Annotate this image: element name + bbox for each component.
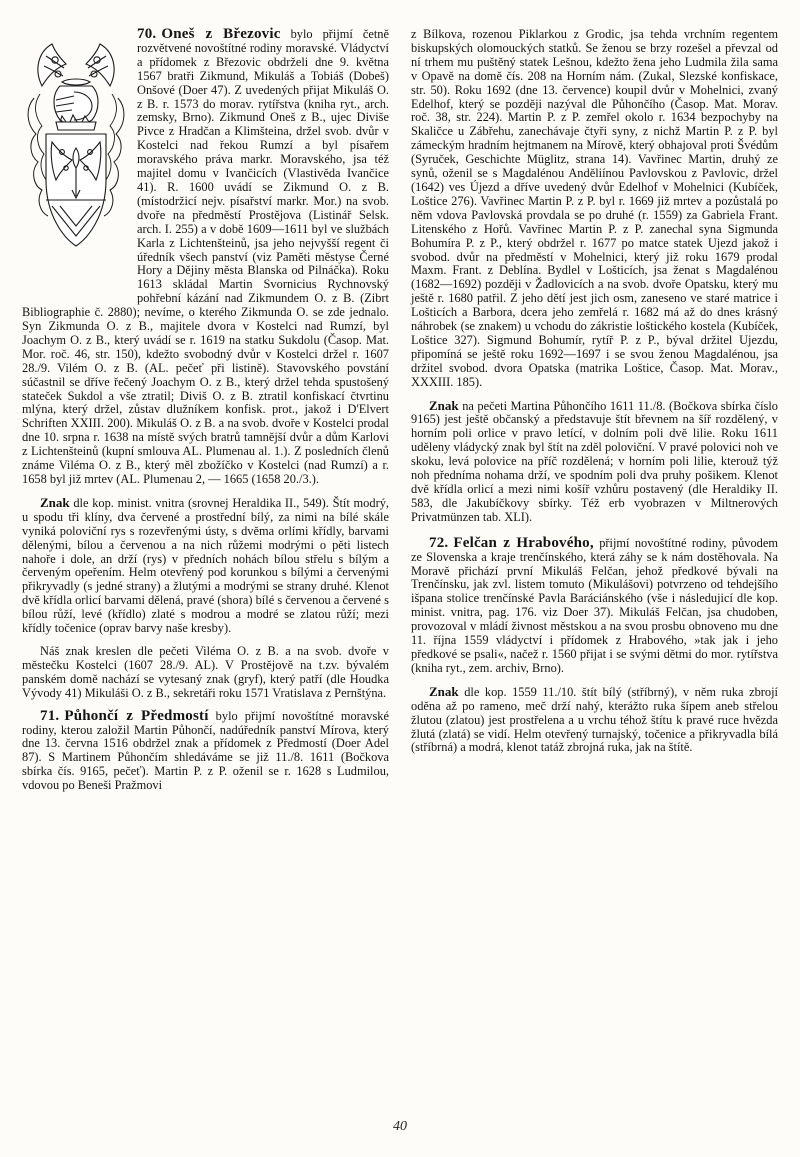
entry-72-znak xyxy=(411,685,778,756)
entry-72-heading xyxy=(429,535,594,551)
entry-71-continued-body: z Bílkova, rozenou Piklarkou z Grodic, jsa tehda vrchním regentem biskupských olomouckých statků. Se ženou se brzy rozešel a převzal od ní trhem mu puštěný statek Lešnou, kdežto žena jeho Ludmila žila sama v Opavě na domě čís. 208 na Horním nám. (Zukal, Slezské konfiskace, str. 50). Roku 1692 (dne 13. července) koupil dvůr v Mohelnici, zvaný Edelhof, který se později nazýval dle Půhončího (Časop. Mat. Morav. roč. 38, str. 224). Martin P. z P. zemřel okolo r. 1634 bezpochyby na Skaličce u Zábřehu, zanechávaje čtyři syny, z nichž Martin P. z P. byl zámeckým hradním hejtmanem na Mírově, který obhajoval proti Švédům (Syruček, Geschichte Müglitz, strana 14). Vavřinec Martin, druhý ze synů, oženil se s Magdalénou Anděliínou Pavlovskou z Pavlovic, držel (1642) ves Újezd a dříve uvedený dvůr Edelhof v Mohelnici (Kubíček, Loštice 276). Vavřinec Martin P. z P. byl r. 1669 již mrtev a pozůstalá po něm vdova Pavlovská provdala se po druhé (r. 1559) za Gabriela Frant. Litenského z Hořů. Vavřinec Martin P. z P. zanechal syna Sigmunda Bohumíra P. z P., který obdržel r. 1677 po matce statek Ujezd jakož i svobod. dvůr na předměstí v Mohelnici, který již roku 1679 prodal Maxm. Frant. z Deblína. Bydlel v Lošticích, jsa ženat s Magdalénou (1682—1692) později v Žadlovicích a na svob. dvoře Opatsku, který mu ještě r. 1680 patřil. Z jeho dětí jest jich osm, zaneseno ve staré matrice i Lošticích a Barbora, dcera jeho zemřelá r. 1682 má až do dnes krásný náhrobek (se znakem) u vchodu do zákristie loštického kostela (Kubíček, Loštice 327). Sigmund Bohumír, rytíř P. z P., býval držitel Ujezdu, připomíná se ještě roku 1692—1697 i se svou ženou Magdalénou, jsa držitel svobod. dvora Opatska (matrika Loštice, Časop. Mat. Morav., XXXIII. 185). xyxy=(411,27,778,389)
entry-70-znak-body: dle kop. minist. vnitra (srovnej Heraldika II., 549). Štít modrý, u spodu tři klíny, dva červené a prostřední bílý, za nimi na bílé skále vyniká poloviční rys s rozevřenými ústy, s dvěma orlími křídly, barvami dělenými, bílou a červenou a na nich růžemi modrými o pěti listech nahoře i dole, an drží (rys) v předních nohách bílou střelu s bílým a červeným opeřením. Helm otevřený pod korunkou s bílými a červenými přikryvadly (s jedné strany) a žlutými a modrými se strany druhé. Klenot dvě křídla orlicí barvami dělená, pravé (shora) bílé s červenou a červené s bílou růží, levé (křídlo) zlaté s modrou a modré se zlatou růží; mezi křídly točenice (oprav barvy naše kresby). xyxy=(22,495,389,636)
entry-70-closing: Náš znak kreslen dle pečeti Viléma O. z B. a na svob. dvoře v městečku Kostelci (1607 28./9. AL). V Prostějově na t.zv. bývalém panském domě nachází se vytesaný znak (gryf), který patří (dle Houdka Vývody 41) Mikuláši O. z B., sekretáři roku 1571 Vratislava z Pernštýna. xyxy=(22,643,389,700)
entry-72-title: Felčan z Hrabového, xyxy=(453,534,594,551)
entry-70-body: bylo přijmí četně rozvětvené novoštítné rodiny moravské. Vládyctví a přídomek z Březovic obdrželi dne 9. května 1567 bratři Zikmund, Mikuláš a Tobiáš (Dobeš) Onšové (Doer 47). Z uvedených přijat Mikuláš O. z B. r. 1573 do morav. rytířstva (kniha ryt., arch. zemsky, Brno). Zikmund Oneš z B., ujec Diviše Pivce z Hradčan a Klimšteina, držel svob. dvůr v Kostelci nad řekou Rumzí a byl písařem moravského práva markr. Moravského, jsa též majitel domu v Ivančicích (Vlastivěda Ivančice 41). R. 1600 uvádí se Zikmund O. z B. (místodržicí nejv. písařství markr. Mor.) na svob. dvoře na předměstí Prostějova (Listinář Selsk. arch. I. 255) a v době 1609—1611 byl ve službách Karla z Lichtenšteinů, jsa jeho nejvyšší regent či úředník všech panství (viz Paměti městyse Černé Hory a Dějiny města Blanska od Pilnáčka). Roku 1613 skládal Martin Svornicius Rychnovský pohřební kázání nad Zikmundem O. z B. (Zibrt Bibliographie č. 2880); nevíme, o kterého Zikmunda O. se zde jednalo. Syn Zikmunda O. z B., majitele dvora v Kostelci nad Rumzí, byl Joachym O. z B., který uvádí se r. 1619 na statku Sukdolu (Časop. Mat. Mor. roč. 46, str. 150), kdežto svobodný dvůr v Kostelci držel r. 1607 28./9. Vilém O. z B. (AL. pečeť při listině). Stavovského povstání súčastnil se dříve řečený Joachym O. z B., který držel tehda spustošený stateček Sukdol a vše ztratil; Diviš O. z B. ztratil konfiskací čtvrtinu mlýna, který držel, zůstav dlužníkem konfisk. prot., jakož i D'Elvert Schriften XXIII. 200). Mikuláš O. z B. a na svob. dvoře v Kostelci prodal dne 10. srpna r. 1638 na místě svých bratrů tamnější dvůr a dům Karlovi z Lichtenšteinů (kupní smlouva AL. Plumenau al. 1.). Z posledních členů známe Viléma O. z B., který měl zbožíčko v Kostelci (nad Rumzí) a r. 1658 byl již mrtev (AL. Plumenau 2, — 1665 (1658 20./3.). xyxy=(22,27,389,486)
entry-72-number: 72. xyxy=(429,534,449,551)
entry-70-znak xyxy=(22,496,389,636)
entry-71-heading xyxy=(40,708,209,724)
entry-70-heading xyxy=(137,26,281,42)
entry-70-number: 70. xyxy=(137,26,157,42)
text-columns xyxy=(22,28,778,1108)
entry-71-znak-body: na pečeti Martina Půhončího 1611 11./8. (Bočkova sbírka číslo 9165) jest ještě občanský a představuje štít břevnem na šíř rozdělený, v horním poli orlice v pravo letící, v dolním poli dvě lilie. Roku 1611 uděleny vládycký znak byl štít na zděl poloviční. V pravé polovici noh ve skoku, levá polovice na příč rozdělená; v horním poli lilie, kterouž týž noh předníma nohama drží, ve spodním poli dva pruhy pošikem. Klenot dvě křídla orlicí a mezi nimi košíř vzhůru postavený (dle Heraldiky II. 583, dle Jakubíčkovy sbírky. Též erb vyobrazen v Miltnerových Privatmünzen tab. XLI). xyxy=(411,398,778,524)
entry-71-number: 71. xyxy=(40,707,60,724)
entry-71 xyxy=(22,707,389,793)
coat-of-arms-illustration xyxy=(22,30,130,302)
entry-72-paragraph xyxy=(411,534,778,676)
page-number: 40 xyxy=(393,1119,407,1134)
column-left xyxy=(22,28,389,1108)
entry-71-continued xyxy=(411,28,778,525)
entry-72-znak-label: Znak xyxy=(429,683,459,699)
column-right xyxy=(411,28,778,1108)
entry-71-znak-label: Znak xyxy=(429,397,459,413)
entry-71-znak xyxy=(411,399,778,525)
entry-70-znak-label: Znak xyxy=(40,494,70,510)
entry-72-znak-body: dle kop. 1559 11./10. štít bílý (stříbrný), v něm ruka zbrojí oděna až po rameno, meč drží nahý, kterážto ruka šípem aneb střelou žlutou (zlatou) jest prostřelena a u vrchu téhož štítu k pravé ruce hvězda žlutá (zlatá) se vidí. Helm otevřený turnajský, točenice a přikryvadla bílá (stříbrná) a modrá, klenot tatáž zbrojná ruka, jak na štítě. xyxy=(411,684,778,755)
entry-71-paragraph xyxy=(22,707,389,793)
entry-71-title: Půhončí z Předmostí xyxy=(64,707,209,724)
entry-72-body: přijmí novoštítné rodiny, původem ze Slovenska a kraje trenčínského, která záhy se k nám dostěhovala. Na Moravě přichází první Mikuláš Felčan, jehož předkové bývali na Trenčínsku, jak zvl. listem tomuto (Mikulášovi) potvrzeno od tehdejšího išpana stolice trenčínské Pavla Baráciánského (vše i následujicí dle kop. minist. vnitra, pag. 176. viz Doer 37). Mikuláš Felčan, jsa chudoben, provozoval v mládí živnost městskou a na svou prosbu obnoveno mu dne 11. října 1559 vládyctví i přídomek z Hrabového, »tak jak i jeho předkové se psali«, načež r. 1560 přijat i se svými dětmi do mor. rytířstva (kniha ryt., zem. archiv, Brno). xyxy=(411,535,778,675)
entry-72 xyxy=(411,534,778,756)
entry-70-title: Oneš z Březovic xyxy=(161,26,281,42)
entry-71-body: bylo přijmí novoštítné moravské rodiny, kterou založil Martin Půhončí, nadúředník panství Mírova, který dne 13. června 1516 obdržel znak a přídomek z Předmostí (Doer Adel 87). S Martinem Půhončím shledáváme se již 11./8. 1611 (Bočkova sbírka čís. 9165, pečeť). Martin P. z P. oženil se r. 1628 s Ludmilou, vdovou po Beneši Pražmovi xyxy=(22,708,389,793)
